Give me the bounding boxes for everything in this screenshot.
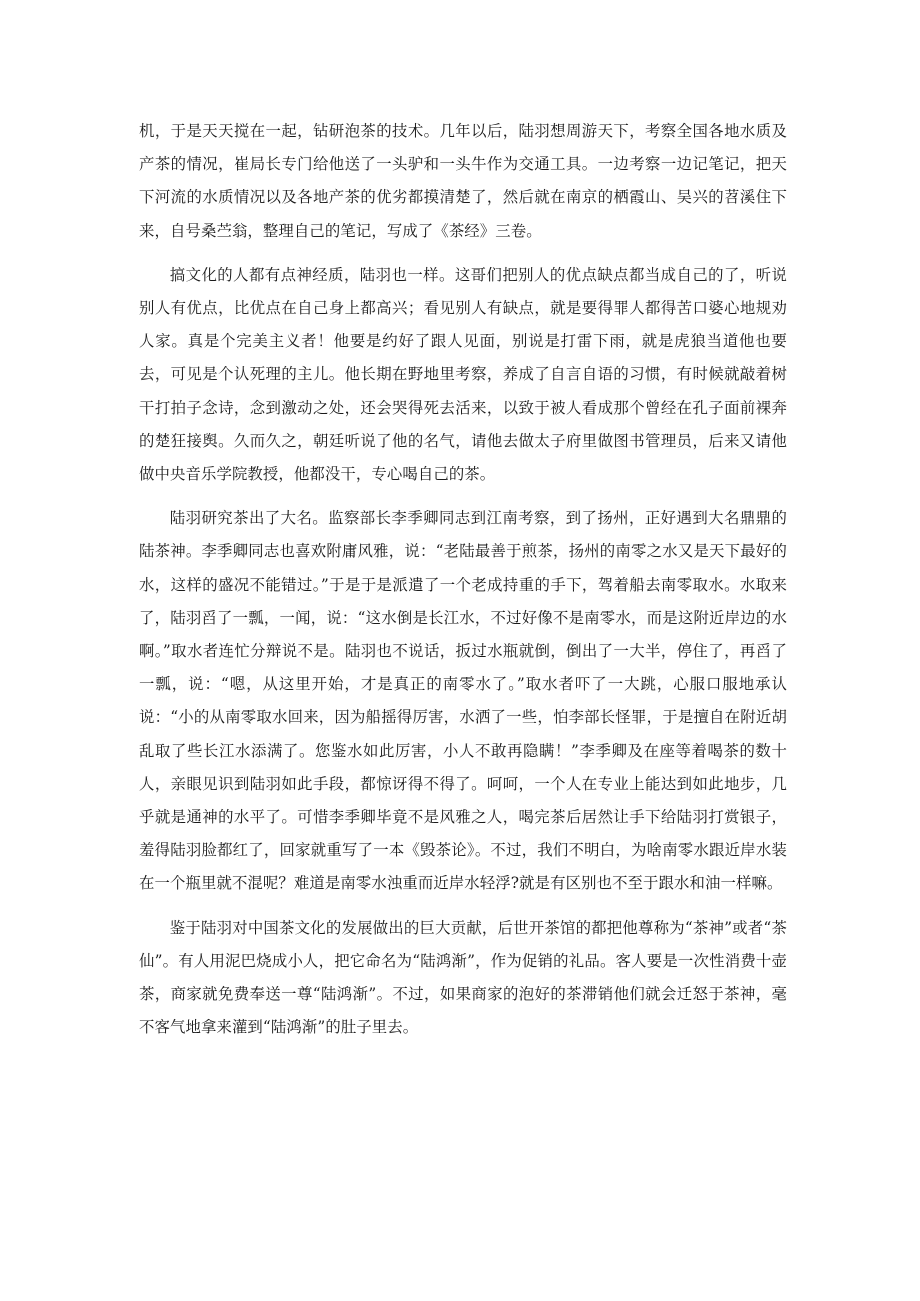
article-body xyxy=(139,115,787,1055)
paragraph-4: 鉴于陆羽对中国茶文化的发展做出的巨大贡献，后世开茶馆的都把他尊称为“茶神”或者“茶仙”。有人用泥巴烧成小人，把它命名为“陆鸿渐”，作为促销的礼品。客人要是一次性消费十壶茶，商家就免费奉送一尊“陆鸿渐”。不过，如果商家的泡好的茶滞销他们就会迁怒于茶神，毫不客气地拿来灌到“陆鸿渐”的肚子里去。 xyxy=(139,918,787,1037)
paragraph-1: 机，于是天天搅在一起，钻研泡茶的技术。几年以后，陆羽想周游天下，考察全国各地水质及产茶的情况，崔局长专门给他送了一头驴和一头牛作为交通工具。一边考察一边记笔记，把天下河流的水质情况以及各地产茶的优劣都摸清楚了，然后就在南京的栖霞山、吴兴的苕溪住下来，自号桑苎翁，整理自己的笔记，写成了《茶经》三卷。 xyxy=(139,122,787,240)
paragraph-2: 搞文化的人都有点神经质，陆羽也一样。这哥们把别人的优点缺点都当成自己的了，听说别人有优点，比优点在自己身上都高兴；看见别人有缺点，就是要得罪人都得苦口婆心地规劝人家。真是个完美主义者！他要是约好了跟人见面，别说是打雷下雨，就是虎狼当道他也要去，可见是个认死理的主儿。他长期在野地里考察，养成了自言自语的习惯，有时候就敲着树干打拍子念诗，念到激动之处，还会哭得死去活来，以致于被人看成那个曾经在孔子面前裸奔的楚狂接舆。久而久之，朝廷听说了他的名气，请他去做太子府里做图书管理员，后来又请他做中央音乐学院教授，他都没干，专心喝自己的茶。 xyxy=(139,265,787,484)
paragraph-3: 陆羽研究茶出了大名。监察部长李季卿同志到江南考察，到了扬州，正好遇到大名鼎鼎的陆茶神。李季卿同志也喜欢附庸风雅，说：“老陆最善于煎茶，扬州的南零之水又是天下最好的水，这样的盛况不能错过。”于是于是派遣了一个老成持重的手下，驾着船去南零取水。水取来了，陆羽舀了一瓢，一闻，说：“这水倒是长江水，不过好像不是南零水，而是这附近岸边的水啊。”取水者连忙分辩说不是。陆羽也不说话，扳过水瓶就倒，倒出了一大半，停住了，再舀了一瓢，说：“嗯，从这里开始，才是真正的南零水了。”取水者吓了一大跳，心服口服地承认说：“小的从南零取水回来，因为船摇得厉害，水洒了一些，怕李部长怪罪，于是擅自在附近胡乱取了些长江水添满了。您鉴水如此厉害，小人不敢再隐瞒！”李季卿及在座等着喝茶的数十人，亲眼见识到陆羽如此手段，都惊讶得不得了。呵呵，一个人在专业上能达到如此地步，几乎就是通神的水平了。可惜李季卿毕竟不是风雅之人，喝完茶后居然让手下给陆羽打赏银子，羞得陆羽脸都红了，回家就重写了一本《毁茶论》。不过，我们不明白，为啥南零水跟近岸水装在一个瓶里就不混呢？难道是南零水浊重而近岸水轻浮?就是有区别也不至于跟水和油一样嘛。 xyxy=(139,509,787,893)
